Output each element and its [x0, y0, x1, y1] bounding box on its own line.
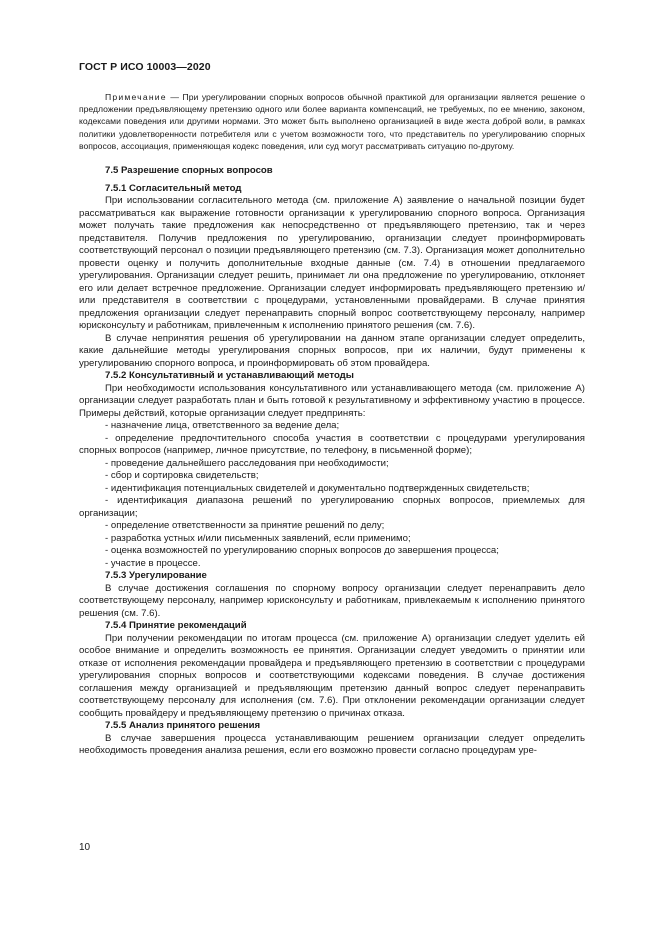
paragraph-7-5-4: При получении рекомендации по итогам процесса (см. приложение А) организации следует уделить ей особое внимание и определить возможность ее принятия. Организации следует уведомить о принятии или отказе от исполнения рекомендации провайдера и предъявляющего претензию в соответствии с процедурами урегулирования спорных вопросов и соответствующими кодексами поведения. В случае достижения соглашения между организацией и предъявляющим претензию данный вопрос следует перенаправить соответствующему персоналу для исполнения (см. 7.6). При отклонении рекомендации организации следует сообщить провайдеру и предъявляющему претензию о причинах отказа. — [79, 632, 585, 719]
subheading-7-5-5: 7.5.5 Анализ принятого решения — [105, 720, 261, 732]
list-item: - проведение дальнейшего расследования при необходимости; — [105, 457, 389, 469]
page-number: 10 — [79, 842, 91, 853]
list-item: - определение ответственности за принятие решений по делу; — [105, 520, 385, 532]
subheading-7-5-3: 7.5.3 Урегулирование — [105, 570, 207, 582]
list-item: - идентификация потенциальных свидетелей и документально подтвержденных свидетельств; — [105, 482, 530, 494]
paragraph-7-5-1-b: В случае непринятия решения об урегулировании на данном этапе организации следует определить, какие дальнейшие методы урегулирования спорных вопросов, при их наличии, будут применены к урегулированию спорного вопроса, и проинформировать об этом провайдера. — [79, 332, 585, 369]
list-item: - идентификация диапазона решений по урегулированию спорных вопросов, приемлемых для организации; — [79, 495, 585, 519]
section-heading-7-5: 7.5 Разрешение спорных вопросов — [105, 165, 273, 177]
list-item: - назначение лица, ответственного за ведение дела; — [105, 420, 340, 432]
list-item: - определение предпочтительного способа участия в соответствии с процедурами урегулирования спорных вопросов (например, личное присутствие, по телефону, в письменной форме); — [79, 432, 585, 457]
note-text: — При урегулировании спорных вопросов обычной практикой для организации является решение о предложении предъявляющему претензию одного или более варианта компенсаций, не требуемых, по ее мнению, законом, кодексами поведения или другими нормами. Это может быть выполнено организацией в виде жеста доброй воли, в рамках политики удовлетворенности потребителя или с учетом возможности того, что представитель по урегулированию спорных вопросов, ассоциация, применяющая кодекс поведения, или суд могут рассматривать ситуацию по-другому. — [79, 92, 585, 151]
subheading-7-5-4: 7.5.4 Принятие рекомендаций — [105, 620, 247, 632]
subheading-7-5-2: 7.5.2 Консультативный и устанавливающий методы — [105, 370, 354, 382]
note-paragraph — [79, 91, 585, 152]
paragraph-7-5-2: При необходимости использования консультативного или устанавливающего метода (см. приложение А) организации следует разработать план и быть готовой к результативному и эффективному участию в процессе. Примеры действий, которые организации следует предпринять: — [79, 382, 585, 419]
list-item: - участие в процессе. — [105, 557, 201, 569]
paragraph-7-5-5: В случае завершения процесса устанавливающим решением организации следует определить необходимость проведения анализа решения, если его возможно провести согласно процедурам уре- — [79, 732, 585, 757]
note-label: Примечание — [105, 92, 167, 102]
page-content — [79, 91, 585, 758]
list-item: - оценка возможностей по урегулированию спорных вопросов до завершения процесса; — [105, 545, 499, 557]
subheading-7-5-1: 7.5.1 Согласительный метод — [105, 182, 242, 194]
list-item: - разработка устных и/или письменных заявлений, если применимо; — [105, 532, 411, 544]
paragraph-7-5-3: В случае достижения соглашения по спорному вопросу организации следует перенаправить дело соответствующему персоналу, например юрисконсульту и работникам, привлекаемым к исполнению принятого решения (см. 7.6). — [79, 582, 585, 619]
paragraph-7-5-1-a: При использовании согласительного метода (см. приложение А) заявление о начальной позиции будет рассматриваться как выражение готовности организации к урегулированию спорного вопроса. Организация может получать такие предложения как непосредственно от предъявляющего претензию, так и через представителя. Получив предложения по урегулированию, организации следует проинформировать соответствующий персонал о позиции предъявляющего претензию (см. 7.3). Организация может дополнительно провести оценку и получить дополнительные входные данные (см. 7.4) в отношении предлагаемого урегулирования. Организации следует решить, принимает ли она предложение по урегулированию, отклоняет его или делает встречное предложение. Организации следует информировать предъявляющего претензию и/или представителя в соответствии с процедурами, установленными провайдерами. В случае принятия предложения организации следует перенаправить спорный вопрос соответствующему персоналу, например юрисконсульту и работникам, привлеченным к исполнению принятого решения (см. 7.6). — [79, 195, 585, 332]
document-header: ГОСТ Р ИСО 10003—2020 — [79, 61, 211, 73]
list-item: - сбор и сортировка свидетельств; — [105, 470, 259, 482]
